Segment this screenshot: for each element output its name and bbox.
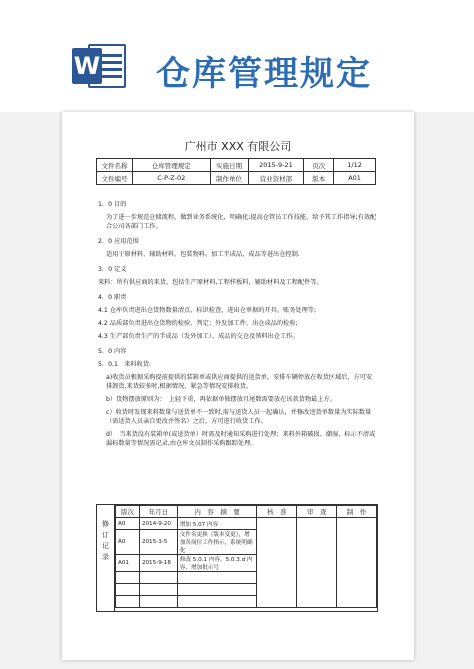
revision-date: 2014-9-20	[139, 518, 177, 530]
header-cell: 页次	[304, 159, 334, 172]
header-cell: 1/12	[334, 159, 376, 172]
body-paragraph: a)收货员根据采购提前提供的装箱单或供应商提供的送货单，安排车辆停放在收货区域后，方可安排卸货,来货较多时,根据情况，紧急等情况安排收货。	[106, 374, 373, 390]
banner	[0, 0, 474, 112]
revision-version: A01	[116, 555, 140, 572]
revision-record	[96, 504, 378, 612]
header-cell: 实施日期	[210, 159, 248, 172]
document-body	[98, 200, 378, 452]
body-paragraph: 为了进一步规范仓储流程，做到业务系统化，明确化;提高仓管员工作技能，给予其工作指导;有效配合公司各部门工作。	[106, 214, 377, 230]
revision-side-char: 记	[102, 542, 109, 550]
word-document-icon	[72, 40, 126, 92]
revision-date: 2015-3-5	[139, 530, 177, 555]
body-paragraph: 5．0 内容	[98, 348, 127, 355]
company-name: 广州市 XXX 有限公司	[184, 140, 292, 153]
revision-side-label	[97, 505, 115, 611]
revision-date: 2015-9-18	[139, 555, 177, 572]
body-paragraph: 适用于原材料、辅助材料、包装物料、加工半成品、成品等进出仓控制.	[106, 251, 300, 258]
body-paragraph: 3．0 定义	[98, 266, 127, 273]
review-cell	[297, 518, 337, 608]
revision-header: 审 查	[297, 506, 337, 518]
body-paragraph: 5．0.1 来料收货:	[98, 361, 151, 368]
body-paragraph: 4.2 品质部负责进出仓货物的检验、判定；外发加工件、出仓成品的检验;	[98, 320, 298, 327]
body-paragraph: d） 当来货没有装箱单(或送货单）时需及时通知采购进行处理；来料外箱破损、潮湿，标示不清或漏标数量等情况需记录,由仓库文员制作采购跟踪处理。	[106, 431, 376, 447]
doc-header-table	[96, 158, 376, 185]
header-cell: 2015-9-21	[248, 159, 304, 172]
revision-version: A0	[116, 518, 140, 530]
revision-header: 年月日	[139, 506, 177, 518]
word-letter-badge: W	[72, 48, 102, 84]
revision-version: A0	[116, 530, 140, 555]
header-cell: 文件编号	[97, 172, 133, 185]
revision-side-char: 修	[102, 520, 109, 528]
revision-header: 核 准	[257, 506, 297, 518]
header-cell: 制作单位	[210, 172, 248, 185]
body-paragraph: 来料：所有供应商的来货，包括生产原材料,工程样板料，辅助材料及工程配件等。	[98, 279, 323, 286]
body-paragraph: 1．0 目的	[98, 201, 127, 208]
revision-header: 制 作	[337, 506, 377, 518]
body-paragraph: b）货物摆放原则为： 上轻下重，再依据单独摆放且尾数需要放在该款货物最上方。	[106, 396, 336, 403]
header-cell: 营业资材部	[248, 172, 304, 185]
revision-summary: 修改 5.0.1 内容、5.0.3.d 内容，增加批示号	[177, 555, 257, 572]
revision-header-row	[116, 506, 377, 518]
header-cell: 文件名称	[97, 159, 133, 172]
revision-summary: 文件名更换（版本变更），增加各岗位工作指示，系统明确化	[177, 530, 257, 555]
header-row-1	[97, 159, 376, 172]
header-cell: 版本	[304, 172, 334, 185]
revision-header: 版次	[116, 506, 140, 518]
header-row-2	[97, 172, 376, 185]
revision-header: 内 容 摘 要	[177, 506, 257, 518]
header-cell: 仓库管理规定	[132, 159, 210, 172]
make-cell	[337, 518, 377, 608]
page-title: 仓库管理规定	[156, 54, 372, 94]
document-page	[62, 112, 414, 660]
body-paragraph: 4.1 仓库负责进出仓货物数量清点、标识检查，进出仓单据的开具、账务处理等;	[98, 307, 317, 314]
revision-summary: 增加 5.07 内容	[177, 518, 257, 530]
header-cell: A01	[334, 172, 376, 185]
approve-cell	[257, 518, 297, 608]
body-paragraph: 4.3 生产部负责生产的半成品（发外加工）、成品的交仓及领料出仓工作。	[98, 333, 299, 340]
revision-side-char: 录	[102, 553, 109, 561]
header-cell: C-P-Z-02	[132, 172, 210, 185]
revision-side-char: 订	[102, 531, 109, 539]
revision-row	[116, 518, 377, 530]
body-paragraph: 2．0 应用范围	[98, 238, 139, 245]
body-paragraph: c）收货时发现来料数量与送货单不一致时,需与送货人员一起确认，并修改送货单数量为实际数量（需送货人员亲自更改并签名）之后，方可进行收货工作。	[106, 409, 372, 425]
body-paragraph: 4．0 职责	[98, 294, 127, 301]
revision-table	[115, 505, 377, 608]
